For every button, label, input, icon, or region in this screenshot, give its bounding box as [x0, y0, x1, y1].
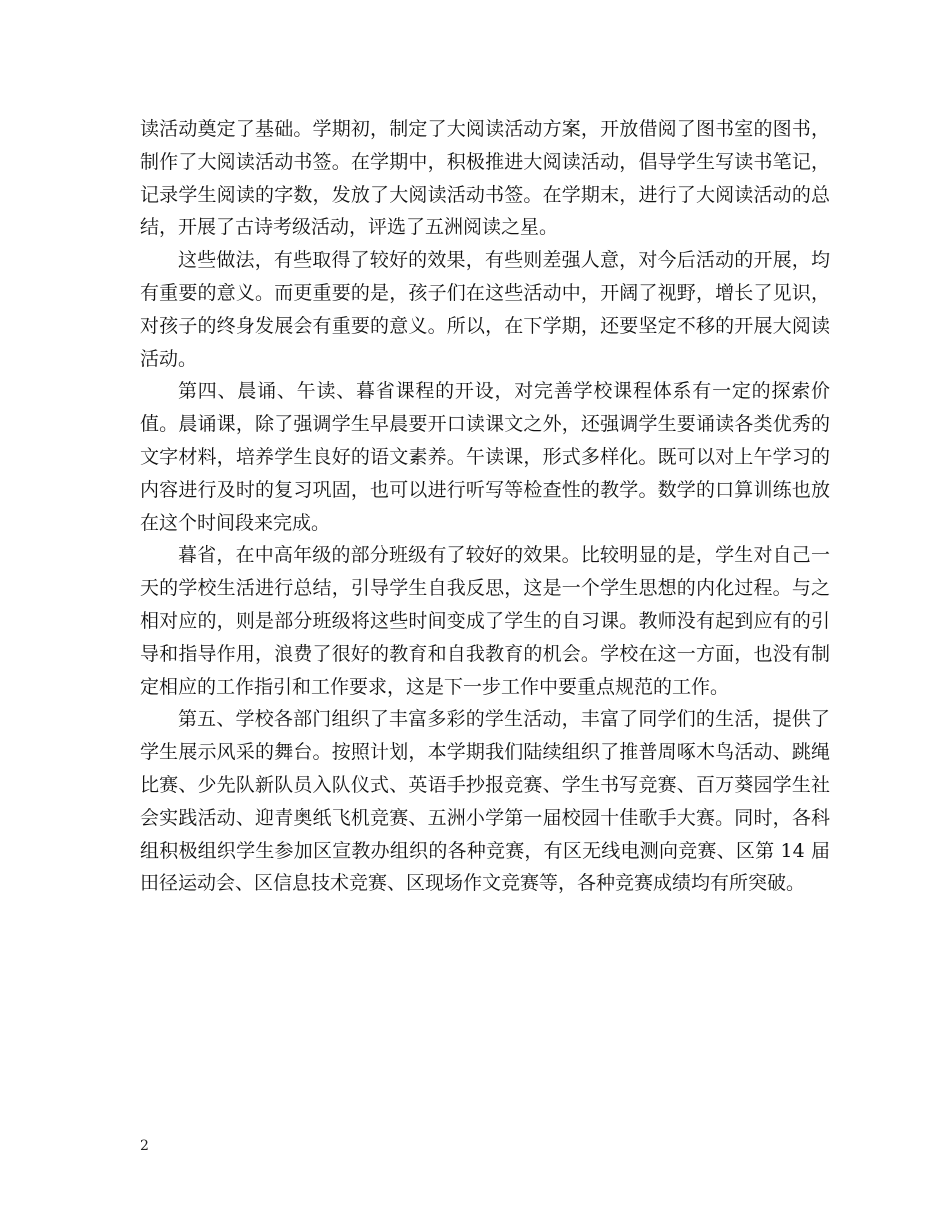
document-body: [140, 113, 830, 900]
paragraph-1: 读活动奠定了基础。学期初，制定了大阅读活动方案，开放借阅了图书室的图书，制作了大阅读活动书签。在学期中，积极推进大阅读活动，倡导学生写读书笔记，记录学生阅读的字数，发放了大阅读活动书签。在学期末，进行了大阅读活动的总结，开展了古诗考级活动，评选了五洲阅读之星。: [140, 118, 830, 239]
paragraph-2: 这些做法，有些取得了较好的效果，有些则差强人意，对今后活动的开展，均有重要的意义。而更重要的是，孩子们在这些活动中，开阔了视野，增长了见识，对孩子的终身发展会有重要的意义。所以，在下学期，还要坚定不移的开展大阅读活动。: [140, 249, 830, 370]
paragraph-3: 第四、晨诵、午读、暮省课程的开设，对完善学校课程体系有一定的探索价值。晨诵课，除了强调学生早晨要开口读课文之外，还强调学生要诵读各类优秀的文字材料，培养学生良好的语文素养。午读课，形式多样化。既可以对上午学习的内容进行及时的复习巩固，也可以进行听写等检查性的教学。数学的口算训练也放在这个时间段来完成。: [140, 380, 830, 534]
paragraph-5: 第五、学校各部门组织了丰富多彩的学生活动，丰富了同学们的生活，提供了学生展示风采的舞台。按照计划，本学期我们陆续组织了推普周啄木鸟活动、跳绳比赛、少先队新队员入队仪式、英语手抄报竞赛、学生书写竞赛、百万葵园学生社会实践活动、迎青奥纸飞机竞赛、五洲小学第一届校园十佳歌手大赛。同时，各科组积极组织学生参加区宣教办组织的各种竞赛，有区无线电测向竞赛、区第 14 届田径运动会、区信息技术竞赛、区现场作文竞赛等，各种竞赛成绩均有所突破。: [140, 708, 830, 895]
page-number: 2: [140, 1138, 149, 1154]
paragraph-4: 暮省，在中高年级的部分班级有了较好的效果。比较明显的是，学生对自己一天的学校生活进行总结，引导学生自我反思，这是一个学生思想的内化过程。与之相对应的，则是部分班级将这些时间变成了学生的自习课。教师没有起到应有的引导和指导作用，浪费了很好的教育和自我教育的机会。学校在这一方面，也没有制定相应的工作指引和工作要求，这是下一步工作中要重点规范的工作。: [140, 544, 830, 698]
